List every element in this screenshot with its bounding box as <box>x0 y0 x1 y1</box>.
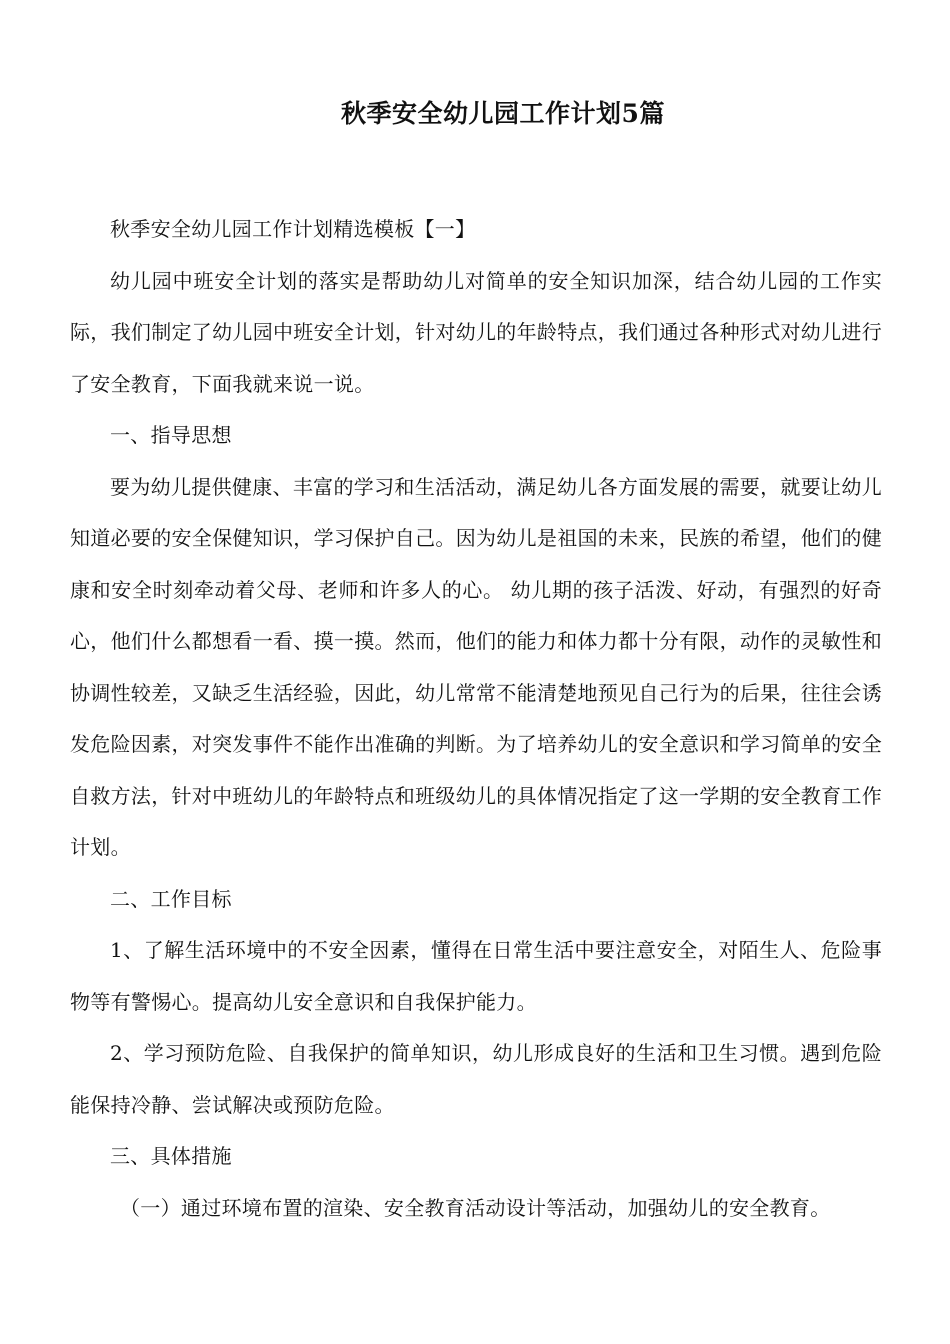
measure-item-1: （一）通过环境布置的渲染、安全教育活动设计等活动，加强幼儿的安全教育。 <box>120 1195 831 1220</box>
section-subtitle: 秋季安全幼儿园工作计划精选模板【一】 <box>110 217 476 241</box>
intro-paragraph: 幼儿园中班安全计划的落实是帮助幼儿对简单的安全知识加深，结合幼儿园的工作实际，我们制定了幼儿园中班安全计划，针对幼儿的年龄特点，我们通过各种形式对幼儿进行了安全教育，下面我就来说一说。 <box>70 268 882 396</box>
heading-measures: 三、具体措施 <box>110 1144 232 1168</box>
guiding-thought-paragraph: 要为幼儿提供健康、丰富的学习和生活活动，满足幼儿各方面发展的需要，就要让幼儿知道必要的安全保健知识，学习保护自己。因为幼儿是祖国的未来，民族的希望，他们的健康和安全时刻牵动着父母、老师和许多人的心。 幼儿期的孩子活泼、好动，有强烈的好奇心，他们什么都想看一看、摸一摸。然而，他们的能力和体力都十分有限，动作的灵敏性和协调性较差，又缺乏生活经验，因此，幼儿常常不能清楚地预见自己行为的后果，往往会诱发危险因素，对突发事件不能作出准确的判断。为了培养幼儿的安全意识和学习简单的安全自救方法，针对中班幼儿的年龄特点和班级幼儿的具体情况指定了这一学期的安全教育工作计划。 <box>70 474 882 859</box>
goal-item-1: 1、了解生活环境中的不安全因素，懂得在日常生活中要注意安全，对陌生人、危险事物等有警惕心。提高幼儿安全意识和自我保护能力。 <box>70 938 882 1014</box>
goal-item-2: 2、学习预防危险、自我保护的简单知识，幼儿形成良好的生活和卫生习惯。遇到危险能保持冷静、尝试解决或预防危险。 <box>70 1041 882 1117</box>
heading-guiding-thought: 一、指导思想 <box>110 423 232 447</box>
document-body <box>70 204 882 1234</box>
heading-work-goals: 二、工作目标 <box>110 886 232 911</box>
document-title: 秋季安全幼儿园工作计划5篇 <box>341 99 665 128</box>
